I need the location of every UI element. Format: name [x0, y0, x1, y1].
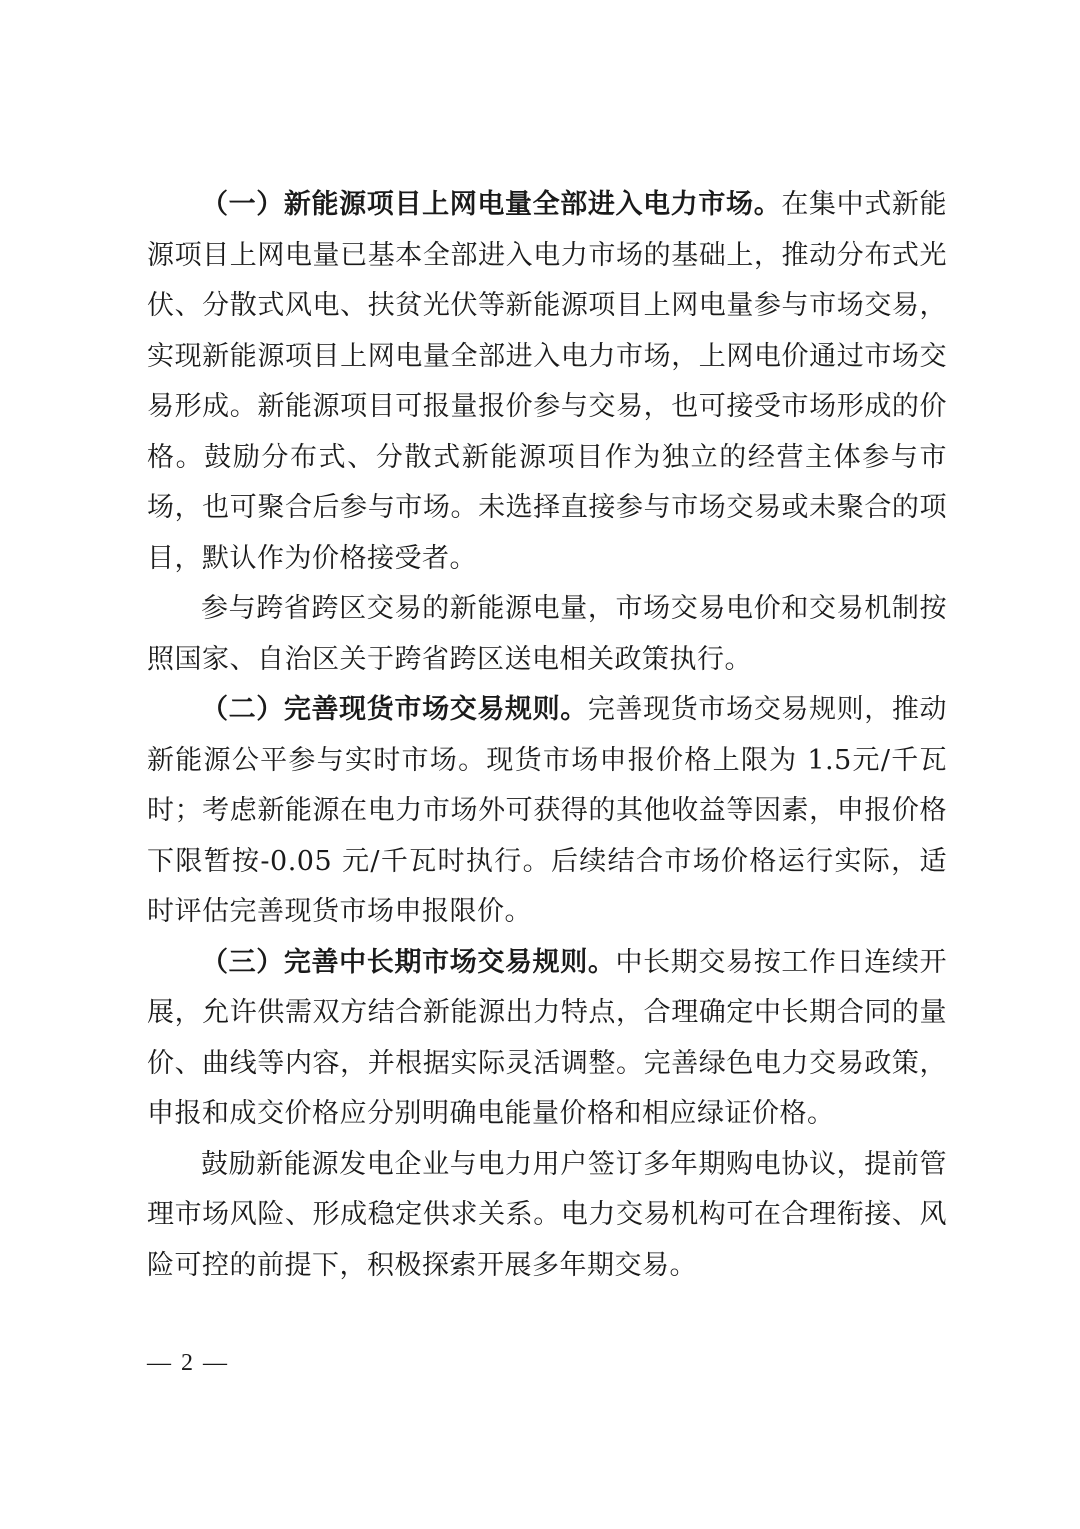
section-heading-3: （三）完善中长期市场交易规则。 — [201, 946, 616, 978]
paragraph-3 — [147, 685, 947, 938]
paragraph-2 — [147, 584, 947, 685]
section-heading-2: （二）完善现货市场交易规则。 — [201, 694, 588, 725]
page-number: — 2 — — [147, 1350, 229, 1376]
paragraph-4 — [147, 938, 947, 1140]
paragraph-text-4: 中长期交易按工作日连续开展，允许供需双方结合新能源出力特点，合理确定中长期合同的量价、曲线等内容，并根据实际灵活调整。完善绿色电力交易政策，申报和成交价格应分别明确电能量价格和相应绿证价格。 — [147, 946, 948, 1129]
paragraph-5 — [147, 1140, 947, 1292]
paragraph-text-1: 在集中式新能源项目上网电量已基本全部进入电力市场的基础上，推动分布式光伏、分散式风电、扶贫光伏等新能源项目上网电量参与市场交易，实现新能源项目上网电量全部进入电力市场，上网电价通过市场交易形成。新能源项目可报量报价参与交易，也可接受市场形成的价格。鼓励分布式、分散式新能源项目作为独立的经营主体参与市场，也可聚合后参与市场。未选择直接参与市场交易或未聚合的项目，默认作为价格接受者。 — [147, 189, 948, 574]
paragraph-1 — [147, 180, 947, 584]
paragraph-text-3: 完善现货市场交易规则，推动新能源公平参与实时市场。现货市场申报价格上限为 1.5元/千瓦时；考虑新能源在电力市场外可获得的其他收益等因素，申报价格下限暂按-0.05 元/千瓦时执行。后续结合市场价格运行实际，适时评估完善现货市场申报限价。 — [147, 694, 948, 927]
document-body — [147, 180, 947, 1291]
paragraph-text-2: 参与跨省跨区交易的新能源电量，市场交易电价和交易机制按照国家、自治区关于跨省跨区送电相关政策执行。 — [147, 593, 947, 675]
paragraph-text-5: 鼓励新能源发电企业与电力用户签订多年期购电协议，提前管理市场风险、形成稳定供求关系。电力交易机构可在合理衔接、风险可控的前提下，积极探索开展多年期交易。 — [147, 1148, 947, 1281]
section-heading-1: （一）新能源项目上网电量全部进入电力市场。 — [201, 189, 782, 220]
